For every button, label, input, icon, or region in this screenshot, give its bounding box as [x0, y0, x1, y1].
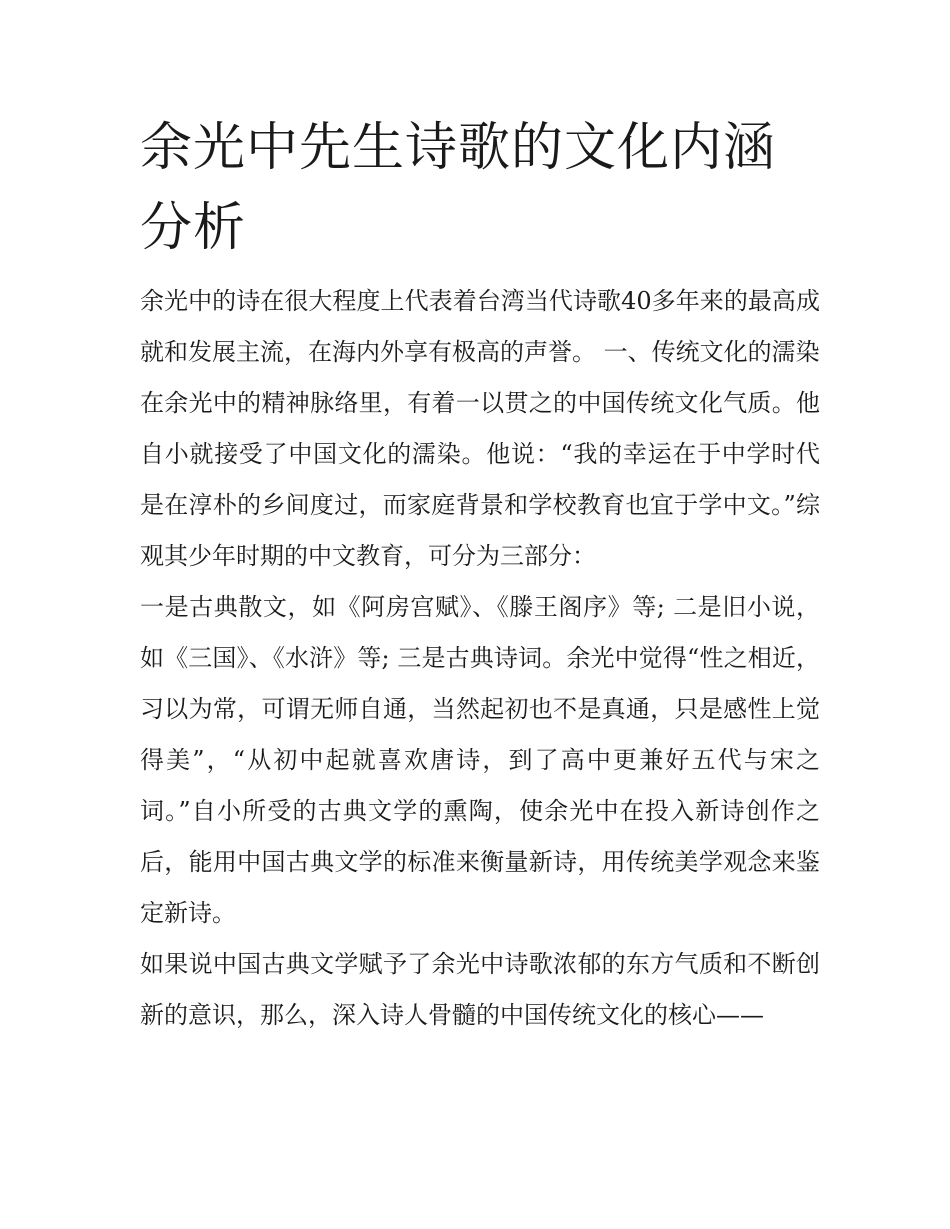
paragraph-spirit: 在余光中的精神脉络里，有着一以贯之的中国传统文化气质。他自小就接受了中国文化的濡染。他说：“我的幸运在于中学时代是在淳朴的乡间度过，而家庭背景和学校教育也宜于学中文。”综观其少年时期的中文教育，可分为三部分： [140, 389, 820, 570]
document-body [140, 276, 820, 1041]
paragraph-intro: 余光中的诗在很大程度上代表着台湾当代诗歌40多年来的最高成就和发展主流，在海内外享有极高的声誉。 一、传统文化的濡染 [140, 287, 820, 366]
paragraph-conclusion: 如果说中国古典文学赋予了余光中诗歌浓郁的东方气质和不断创新的意识，那么，深入诗人骨髓的中国传统文化的核心—— [140, 950, 820, 1029]
paragraph-classics: 一是古典散文，如《阿房宫赋》、《滕王阁序》等; 二是旧小说，如《三国》、《水浒》等; 三是古典诗词。余光中觉得“性之相近，习以为常，可谓无师自通，当然起初也不是真通，只是感性上觉得美”，“从初中起就喜欢唐诗，到了高中更兼好五代与宋之词。”自小所受的古典文学的熏陶，使余光中在投入新诗创作之后，能用中国古典文学的标准来衡量新诗，用传统美学观念来鉴定新诗。 [140, 593, 820, 927]
document-title: 余光中先生诗歌的文化内涵分析 [140, 118, 777, 258]
